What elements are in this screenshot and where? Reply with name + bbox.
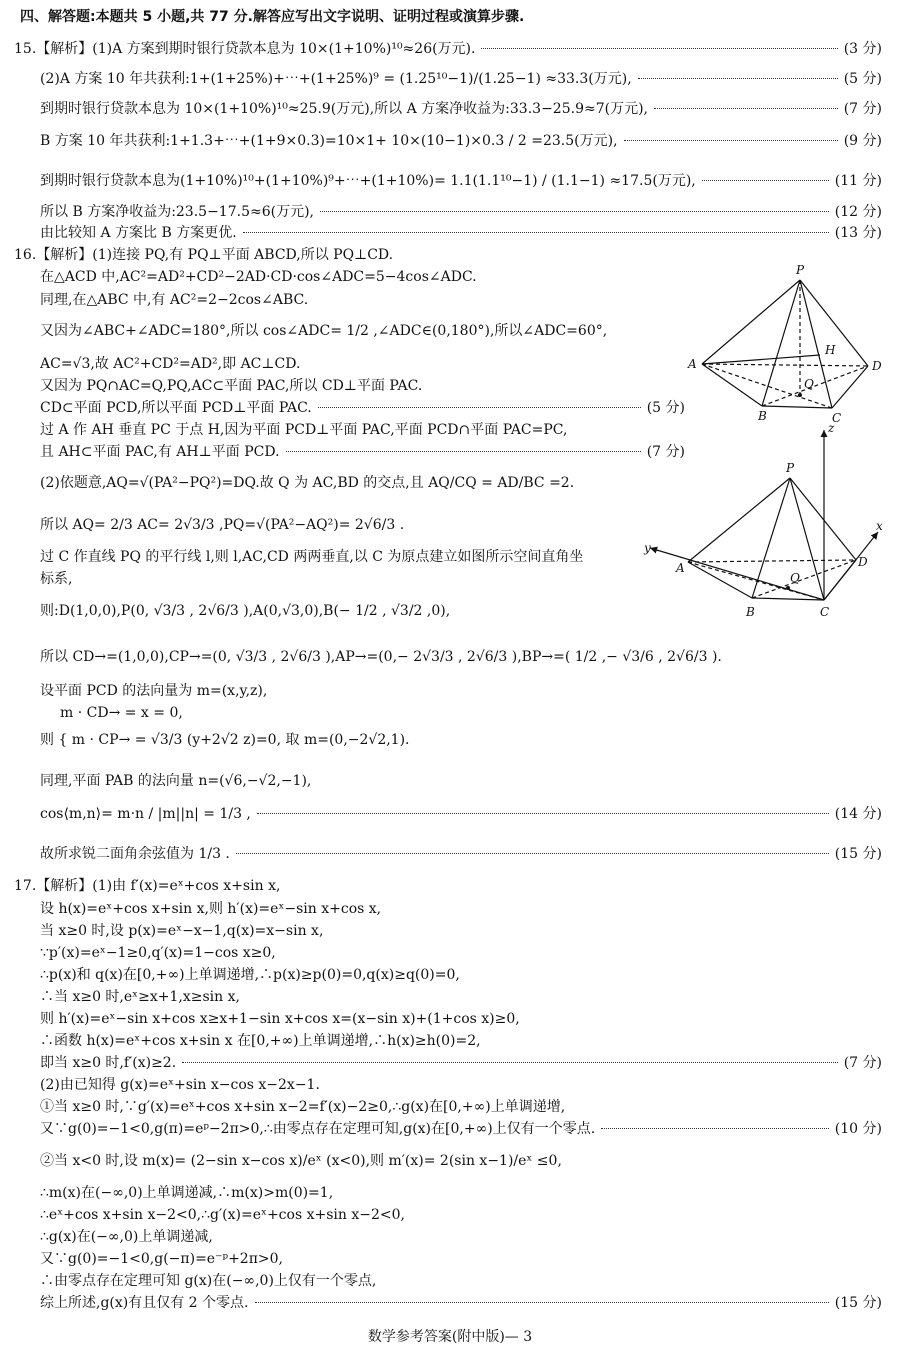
score-label: (14 分)	[834, 806, 882, 822]
leader-dots	[255, 1302, 829, 1303]
solution-line	[40, 1152, 882, 1170]
line-text: 又∵g(0)=−1<0,g(π)=eᵖ−2π>0,∴由零点存在定理可知,g(x)在[0,+∞)上仅有一个零点.	[40, 1121, 596, 1137]
fig2-label-D: D	[858, 555, 868, 569]
line-text: 且 AH⊂平面 PAC,有 AH⊥平面 PCD.	[40, 444, 280, 460]
leader-dots	[601, 1128, 829, 1129]
solution-line	[40, 731, 882, 749]
line-text: 所以 B 方案净收益为:23.5−17.5≈6(万元),	[40, 204, 314, 220]
score-label: (11 分)	[834, 173, 882, 189]
solution-line	[40, 100, 882, 118]
line-text: 17.【解析】(1)由 f′(x)=eˣ+cos x+sin x,	[14, 878, 281, 894]
line-text: ∴p(x)和 q(x)在[0,+∞)上单调递增,∴p(x)≥p(0)=0,q(x)≥q(0)=0,	[40, 967, 460, 983]
solution-line	[40, 922, 882, 940]
score-label: (5 分)	[646, 400, 685, 416]
leader-dots	[624, 140, 838, 141]
leader-dots	[243, 232, 829, 233]
fig2-label-B: B	[746, 605, 755, 619]
solution-line	[40, 1184, 882, 1202]
solution-line	[40, 1250, 882, 1268]
fig1-label-Q: Q	[804, 377, 814, 391]
score-label: (12 分)	[834, 204, 882, 220]
score-label: (5 分)	[843, 71, 882, 87]
line-text: 16.【解析】(1)连接 PQ,有 PQ⊥平面 ABCD,所以 PQ⊥CD.	[14, 247, 394, 263]
solution-line	[40, 1294, 882, 1312]
fig2-label-x: x	[876, 519, 883, 533]
line-text: AC=√3,故 AC²+CD²=AD²,即 AC⊥CD.	[40, 356, 301, 372]
solution-line	[40, 399, 685, 417]
line-text: ∴g(x)在(−∞,0)上单调递减,	[40, 1229, 213, 1245]
leader-dots	[638, 78, 838, 79]
line-text: 则:D(1,0,0),P(0, √3/3 , 2√6/3 ),A(0,√3,0),B(− 1/2 , √3/2 ,0),	[40, 603, 451, 619]
line-text: ∴函数 h(x)=eˣ+cos x+sin x 在[0,+∞)上单调递增,∴h(x)≥h(0)=2,	[40, 1033, 481, 1049]
solution-line	[40, 1054, 882, 1072]
score-label: (7 分)	[843, 1055, 882, 1071]
line-text: B 方案 10 年共获利:1+1.3+⋯+(1+9×0.3)=10×1+ 10×(10−1)×0.3 / 2 =23.5(万元),	[40, 133, 618, 149]
solution-line	[40, 443, 685, 461]
solution-line	[40, 1120, 882, 1138]
line-text: 到期时银行贷款本息为 10×(1+10%)¹⁰≈25.9(万元),所以 A 方案净收益为:33.3−25.9≈7(万元),	[40, 101, 648, 117]
line-text: 15.【解析】(1)A 方案到期时银行贷款本息为 10×(1+10%)¹⁰≈26(万元).	[14, 41, 476, 57]
line-text: 则 { m · CP→ = √3/3 (y+2√2 z)=0, 取 m=(0,−2√2,1).	[40, 732, 410, 748]
section-heading: 四、解答题:本题共 5 小题,共 77 分.解答应写出文字说明、证明过程或演算步骤.	[20, 9, 525, 25]
line-text: ∴eˣ+cos x+sin x−2<0,∴g′(x)=eˣ+cos x+sin x−2<0,	[40, 1207, 405, 1223]
solution-line	[40, 845, 882, 863]
line-text: ∴m(x)在(−∞,0)上单调递减,∴m(x)>m(0)=1,	[40, 1185, 334, 1201]
line-text: ①当 x≥0 时,∵g′(x)=eˣ+cos x+sin x−2=f′(x)−2≥0,∴g(x)在[0,+∞)上单调递增,	[40, 1099, 566, 1115]
fig2-label-C: C	[820, 605, 830, 619]
fig1-label-P: P	[796, 263, 805, 277]
line-text: 标系,	[40, 571, 73, 587]
line-text: 又因为 PQ∩AC=Q,PQ,AC⊂平面 PAC,所以 CD⊥平面 PAC.	[40, 378, 423, 394]
score-label: (10 分)	[834, 1121, 882, 1137]
line-text: 即当 x≥0 时,f′(x)≥2.	[40, 1055, 177, 1071]
line-text: 设 h(x)=eˣ+cos x+sin x,则 h′(x)=eˣ−sin x+cos x,	[40, 901, 382, 917]
leader-dots	[257, 813, 829, 814]
line-text: 所以 CD→=(1,0,0),CP→=(0, √3/3 , 2√6/3 ),AP→=(0,− 2√3/3 , 2√6/3 ),BP→=( 1/2 ,− √3/6 , 2√6/3 ).	[40, 649, 722, 665]
line-text: ∵p′(x)=eˣ−1≥0,q′(x)=1−cos x≥0,	[40, 945, 276, 961]
line-text: (2)由已知得 g(x)=eˣ+sin x−cos x−2x−1.	[40, 1077, 320, 1093]
line-text: m · CD→ = x = 0,	[60, 705, 183, 721]
line-text: 在△ACD 中,AC²=AD²+CD²−2AD·CD·cos∠ADC=5−4cos∠ADC.	[40, 269, 477, 285]
line-text: CD⊂平面 PCD,所以平面 PCD⊥平面 PAC.	[40, 400, 312, 416]
leader-dots	[481, 48, 837, 49]
line-text: 同理,平面 PAB 的法向量 n=(√6,−√2,−1),	[40, 773, 312, 789]
fig2-label-P: P	[786, 461, 795, 475]
solution-line	[40, 70, 882, 88]
line-text: 综上所述,g(x)有且仅有 2 个零点.	[40, 1295, 249, 1311]
pyramid-figure-1	[680, 262, 890, 432]
line-text: (2)A 方案 10 年共获利:1+(1+25%)+⋯+(1+25%)⁹ = (1.25¹⁰−1)/(1.25−1) ≈33.3(万元),	[40, 71, 632, 87]
score-label: (9 分)	[843, 133, 882, 149]
solution-line	[40, 772, 882, 790]
solution-line	[14, 40, 882, 58]
score-label: (13 分)	[834, 225, 882, 241]
line-text: 设平面 PCD 的法向量为 m=(x,y,z),	[40, 683, 268, 699]
solution-line	[40, 944, 882, 962]
solution-line	[40, 1010, 882, 1028]
leader-dots	[320, 211, 829, 212]
leader-dots	[702, 180, 829, 181]
score-label: (15 分)	[834, 846, 882, 862]
score-label: (3 分)	[843, 41, 882, 57]
line-text: ∴当 x≥0 时,eˣ≥x+1,x≥sin x,	[40, 989, 240, 1005]
line-text: 过 A 作 AH 垂直 PC 于点 H,因为平面 PCD⊥平面 PAC,平面 PCD∩平面 PAC=PC,	[40, 422, 568, 438]
line-text: 故所求锐二面角余弦值为 1/3 .	[40, 846, 230, 862]
line-text: (2)依题意,AQ=√(PA²−PQ²)=DQ.故 Q 为 AC,BD 的交点,且 AQ/CQ = AD/BC =2.	[40, 475, 575, 491]
fig1-label-A: A	[688, 357, 697, 371]
score-label: (15 分)	[834, 1295, 882, 1311]
solution-line	[40, 1098, 882, 1116]
fig2-label-A: A	[676, 561, 685, 575]
solution-line	[60, 704, 882, 722]
line-text: cos⟨m,n⟩= m·n / |m||n| = 1/3 ,	[40, 806, 251, 822]
solution-line	[14, 877, 882, 895]
fig1-label-C: C	[832, 411, 842, 425]
solution-line	[40, 648, 882, 666]
line-text: 又因为∠ABC+∠ADC=180°,所以 cos∠ADC= 1/2 ,∠ADC∈(0,180°),所以∠ADC=60°,	[40, 323, 608, 339]
solution-line	[40, 1032, 882, 1050]
leader-dots	[236, 853, 829, 854]
solution-line	[40, 172, 882, 190]
score-label: (7 分)	[646, 444, 685, 460]
fig2-label-z: z	[828, 421, 835, 435]
solution-line	[40, 900, 882, 918]
leader-dots	[286, 451, 641, 452]
line-text: ②当 x<0 时,设 m(x)= (2−sin x−cos x)/eˣ (x<0),则 m′(x)= 2(sin x−1)/eˣ ≤0,	[40, 1153, 562, 1169]
solution-line	[40, 203, 882, 221]
line-text: 过 C 作直线 PQ 的平行线 l,则 l,AC,CD 两两垂直,以 C 为原点建立如图所示空间直角坐	[40, 549, 584, 565]
line-text: 当 x≥0 时,设 p(x)=eˣ−x−1,q(x)=x−sin x,	[40, 923, 324, 939]
page-footer: 数学参考答案(附中版)— 3	[367, 1329, 533, 1345]
solution-line	[40, 805, 882, 823]
solution-line	[40, 132, 882, 150]
line-text: ∴由零点存在定理可知 g(x)在(−∞,0)上仅有一个零点,	[40, 1273, 377, 1289]
line-text: 则 h′(x)=eˣ−sin x+cos x≥x+1−sin x+cos x=(x−sin x)+(1+cos x)≥0,	[40, 1011, 520, 1027]
solution-line	[40, 988, 882, 1006]
line-text: 同理,在△ABC 中,有 AC²=2−2cos∠ABC.	[40, 292, 309, 308]
fig2-label-Q: Q	[790, 571, 800, 585]
line-text: 又∵g(0)=−1<0,g(−π)=e⁻ᵖ+2π>0,	[40, 1251, 283, 1267]
solution-line	[40, 682, 882, 700]
fig1-label-D: D	[872, 359, 882, 373]
line-text: 到期时银行贷款本息为(1+10%)¹⁰+(1+10%)⁹+⋯+(1+10%)= 1.1(1.1¹⁰−1) / (1.1−1) ≈17.5(万元),	[40, 173, 696, 189]
leader-dots	[182, 1062, 838, 1063]
solution-line	[40, 1272, 882, 1290]
fig1-label-B: B	[758, 409, 767, 423]
solution-line	[40, 966, 882, 984]
solution-line	[40, 224, 882, 242]
fig2-label-y: y	[644, 541, 651, 555]
score-label: (7 分)	[843, 101, 882, 117]
pyramid-figure-2	[640, 420, 890, 630]
line-text: 由比较知 A 方案比 B 方案更优.	[40, 225, 237, 241]
solution-line	[40, 1228, 882, 1246]
solution-line	[40, 1206, 882, 1224]
leader-dots	[318, 407, 641, 408]
line-text: 所以 AQ= 2/3 AC= 2√3/3 ,PQ=√(PA²−AQ²)= 2√6/3 .	[40, 517, 405, 533]
solution-line	[40, 1076, 882, 1094]
fig1-label-H: H	[825, 343, 836, 357]
leader-dots	[654, 108, 838, 109]
